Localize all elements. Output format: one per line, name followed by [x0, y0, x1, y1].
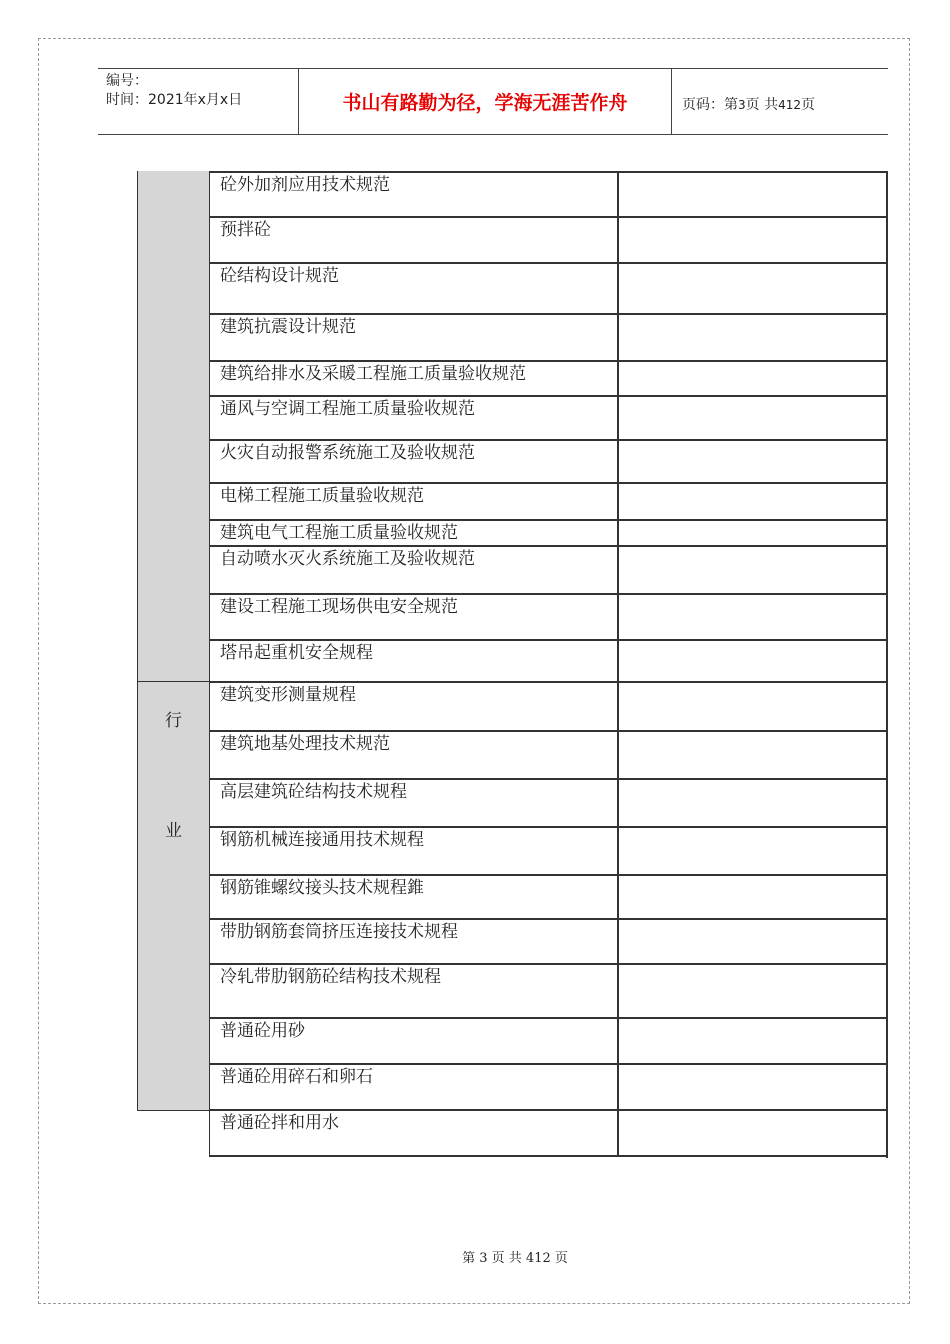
document-number-label: 编号： [106, 73, 148, 89]
standard-name: 带肋钢筋套筒挤压连接技术规程 [220, 922, 458, 942]
standard-value-cell [617, 683, 619, 730]
page-total: 412 [778, 98, 801, 112]
standard-value-cell [617, 1019, 619, 1063]
category-char-2: 业 [165, 821, 182, 841]
standard-value-cell [617, 484, 619, 519]
standard-name: 砼结构设计规范 [220, 266, 339, 286]
page-mid: 页 共 [745, 97, 779, 113]
table-row [209, 874, 888, 918]
standard-name: 塔吊起重机安全规程 [220, 643, 373, 663]
standard-name: 钢筋机械连接通用技术规程 [220, 830, 424, 850]
table-row [209, 593, 888, 639]
page-header [98, 68, 888, 135]
table-row [209, 360, 888, 395]
category-column [137, 171, 209, 1111]
page-suffix: 页 [801, 97, 815, 113]
standard-name: 电梯工程施工质量验收规范 [220, 486, 424, 506]
table-row [209, 730, 888, 778]
standard-value-cell [617, 1111, 619, 1156]
standard-value-cell [617, 641, 619, 681]
standard-value-cell [617, 315, 619, 360]
category-divider [137, 681, 209, 682]
standard-value-cell [617, 920, 619, 963]
table-row [209, 439, 888, 482]
standard-value-cell [617, 876, 619, 918]
table-row [209, 639, 888, 681]
table-row [209, 963, 888, 1017]
standard-name: 高层建筑砼结构技术规程 [220, 782, 407, 802]
table-row [209, 519, 888, 545]
table-row [209, 778, 888, 826]
table-row [209, 216, 888, 262]
standard-value-cell [617, 780, 619, 826]
table-row [209, 1017, 888, 1063]
standard-value-cell [617, 362, 619, 395]
page-prefix: 页码：第 [682, 97, 738, 113]
standard-name: 建筑电气工程施工质量验收规范 [220, 523, 458, 543]
standard-name: 普通砼拌和用水 [220, 1113, 339, 1133]
standard-value-cell [617, 521, 619, 545]
table-row [209, 262, 888, 313]
standard-value-cell [617, 1065, 619, 1109]
table-row [209, 171, 888, 216]
standard-value-cell [617, 218, 619, 262]
standard-name: 建筑抗震设计规范 [220, 317, 356, 337]
table-row [209, 826, 888, 874]
standard-value-cell [617, 264, 619, 313]
standard-name: 建筑给排水及采暖工程施工质量验收规范 [220, 364, 526, 384]
table-row [209, 313, 888, 360]
standard-value-cell [617, 441, 619, 482]
standard-name: 普通砼用碎石和卵石 [220, 1067, 373, 1087]
table-row [209, 482, 888, 519]
standard-name: 钢筋锥螺纹接头技术规程錐 [220, 878, 424, 898]
standard-value-cell [617, 547, 619, 593]
standard-value-cell [617, 397, 619, 439]
standard-name: 建设工程施工现场供电安全规范 [220, 597, 458, 617]
standard-value-cell [617, 595, 619, 639]
table-bottom-border [209, 1155, 888, 1157]
table-row [209, 1063, 888, 1109]
standard-name: 预拌砼 [220, 220, 271, 240]
standard-name: 建筑地基处理技术规范 [220, 734, 390, 754]
page-footer: 第 3 页 共 412 页 [462, 1251, 568, 1266]
document-date: 时间：2021年x月x日 [106, 92, 243, 108]
standard-value-cell [617, 828, 619, 874]
standard-name: 建筑变形测量规程 [220, 685, 356, 705]
standard-name: 自动喷水灭火系统施工及验收规范 [220, 549, 475, 569]
table-row [209, 681, 888, 730]
standard-value-cell [617, 173, 619, 216]
standard-value-cell [617, 965, 619, 1017]
table-right-border [886, 171, 888, 1158]
standard-name: 火灾自动报警系统施工及验收规范 [220, 443, 475, 463]
category-char-1: 行 [165, 711, 182, 731]
standard-value-cell [617, 732, 619, 778]
header-meta [106, 72, 242, 110]
header-page-info [682, 94, 815, 114]
standard-name: 砼外加剂应用技术规范 [220, 175, 390, 195]
standard-name: 普通砼用砂 [220, 1021, 305, 1041]
table-row [209, 1109, 888, 1156]
standard-name: 冷轧带肋钢筋砼结构技术规程 [220, 967, 441, 987]
table-row [209, 545, 888, 593]
page-number: 3 [738, 98, 746, 112]
standard-name: 通风与空调工程施工质量验收规范 [220, 399, 475, 419]
header-motto: 书山有路勤为径，学海无涯苦作舟 [298, 69, 672, 134]
table-row [209, 918, 888, 963]
table-row [209, 395, 888, 439]
